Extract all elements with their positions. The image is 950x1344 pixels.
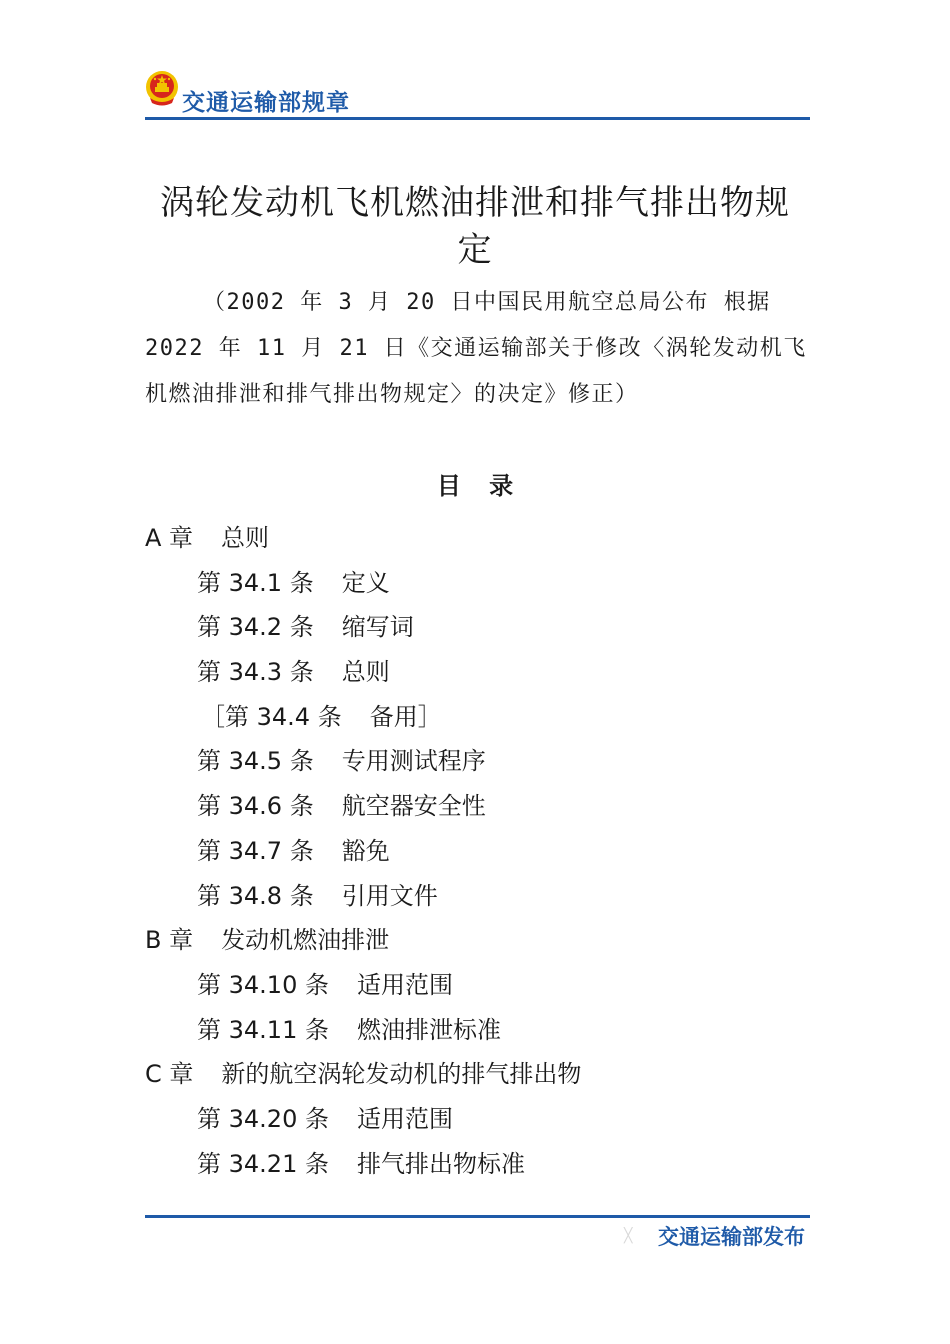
article-label: 第 34.1 条 [197,568,314,597]
footer-divider [145,1215,810,1218]
article-label: 第 34.6 条 [197,792,314,821]
chapter-label: B 章 [145,926,194,955]
article-title: 缩写词 [341,613,414,642]
article-label: 第 34.11 条 [197,1015,329,1044]
toc-article [145,650,810,695]
toc-chapter [145,516,810,561]
footer-publisher: 交通运输部发布 [658,1225,805,1249]
article-label: 第 34.5 条 [197,747,314,776]
toc-article [145,784,810,829]
chapter-label: A 章 [145,524,194,552]
article-title: 适用范围 [356,970,453,999]
chapter-title: 总则 [221,524,270,552]
article-label: 第 34.8 条 [197,881,314,910]
article-title: 备用 [369,702,418,731]
toc-article [145,1097,810,1142]
article-title: 专用测试程序 [341,747,486,776]
header-divider [145,117,810,120]
toc-article [145,1142,810,1187]
toc-article [145,829,810,874]
article-title: 适用范围 [356,1104,453,1133]
article-title: 总则 [341,658,390,687]
table-of-contents [145,516,810,1186]
article-label: 第 34.20 条 [197,1104,329,1133]
toc-chapter [145,918,810,963]
article-label: 第 34.4 条 [225,702,342,731]
article-label: 第 34.2 条 [197,613,314,642]
toc-chapter [145,1052,810,1097]
amendment-note: （2002 年 3 月 20 日中国民用航空总局公布 根据 2022 年 11 月 21 日《交通运输部关于修改〈涡轮发动机飞机燃油排泄和排气排出物规定〉的决定》修正） [145,290,807,407]
toc-article [145,561,810,606]
article-label: 第 34.10 条 [197,970,329,999]
article-title: 定义 [341,568,390,597]
article-label: 第 34.21 条 [197,1149,329,1178]
toc-article: ［第 34.4 条 备用］ [201,702,442,731]
toc-heading: 目 录 [436,471,514,500]
page-header [145,70,810,120]
article-title: 引用文件 [341,881,438,910]
toc-article [145,963,810,1008]
article-title: 排气排出物标准 [356,1149,525,1178]
national-emblem-icon [145,70,179,106]
toc-article [145,739,810,784]
watermark-icon: ╳ [624,1228,633,1244]
article-title: 航空器安全性 [341,792,486,821]
article-label: 第 34.7 条 [197,836,314,865]
chapter-title: 新的航空涡轮发动机的排气排出物 [221,1060,582,1089]
chapter-title: 发动机燃油排泄 [221,926,390,955]
toc-article [145,874,810,919]
header-title: 交通运输部规章 [182,90,350,116]
article-title: 燃油排泄标准 [356,1015,501,1044]
document-title: 涡轮发动机飞机燃油排泄和排气排出物规定 [160,183,790,270]
chapter-label: C 章 [145,1060,194,1089]
article-label: 第 34.3 条 [197,658,314,687]
article-title: 豁免 [341,836,390,865]
toc-article [145,605,810,650]
toc-article [145,1008,810,1053]
